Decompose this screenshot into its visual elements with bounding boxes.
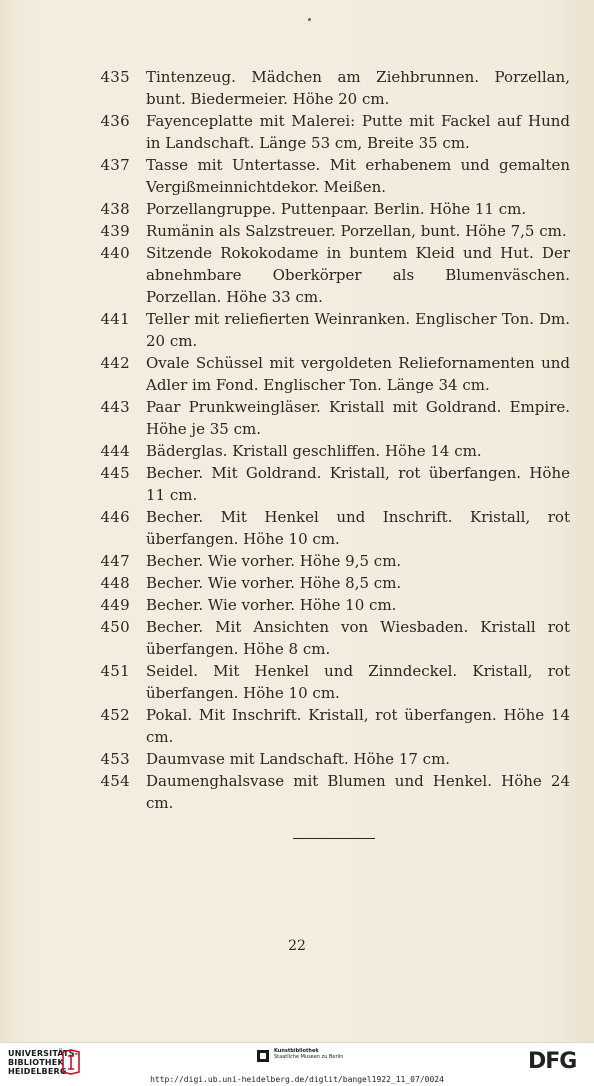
entry-description: Becher. Mit Ansichten von Wiesbaden. Kristall rot überfangen. Höhe 8 cm. xyxy=(146,618,570,658)
catalog-entry xyxy=(96,616,570,660)
catalog-entry xyxy=(96,770,570,814)
catalog-entry xyxy=(96,66,570,110)
entry-number: 448 xyxy=(100,574,130,592)
catalog-entry-list xyxy=(96,66,570,814)
catalog-entry xyxy=(96,154,570,198)
entry-description: Daumenghalsvase mit Blumen und Henkel. Höhe 24 cm. xyxy=(146,772,570,812)
catalog-entry xyxy=(96,594,570,616)
library-name-line: HEIDELBERG xyxy=(8,1067,67,1076)
entry-description: Teller mit reliefierten Weinranken. Englischer Ton. Dm. 20 cm. xyxy=(146,310,570,350)
catalog-entry xyxy=(96,308,570,352)
entry-description: Bäderglas. Kristall geschliffen. Höhe 14 cm. xyxy=(146,442,482,460)
digitization-footer xyxy=(0,1042,594,1086)
entry-number: 453 xyxy=(100,750,130,768)
dfg-logo: DFG xyxy=(528,1049,577,1074)
entry-description: Porzellangruppe. Puttenpaar. Berlin. Höhe 11 cm. xyxy=(146,200,527,218)
entry-number: 442 xyxy=(100,354,130,372)
catalog-entry xyxy=(96,440,570,462)
entry-description: Fayenceplatte mit Malerei: Putte mit Fackel auf Hund in Landschaft. Länge 53 cm, Breite 35 cm. xyxy=(146,112,570,152)
entry-description: Pokal. Mit Inschrift. Kristall, rot überfangen. Höhe 14 cm. xyxy=(146,706,570,746)
entry-number: 437 xyxy=(100,156,130,174)
entry-number: 452 xyxy=(100,706,130,724)
heidelberg-library-logo-icon xyxy=(60,1048,82,1076)
entry-description: Daumvase mit Landschaft. Höhe 17 cm. xyxy=(146,750,451,768)
catalog-entry xyxy=(96,242,570,308)
catalog-entry xyxy=(96,110,570,154)
entry-description: Becher. Wie vorher. Höhe 10 cm. xyxy=(146,596,397,614)
entry-description: Tintenzeug. Mädchen am Ziehbrunnen. Porzellan, bunt. Biedermeier. Höhe 20 cm. xyxy=(146,68,570,108)
catalog-entry xyxy=(96,506,570,550)
entry-description: Seidel. Mit Henkel und Zinndeckel. Kristall, rot überfangen. Höhe 10 cm. xyxy=(146,662,570,702)
entry-description: Becher. Wie vorher. Höhe 9,5 cm. xyxy=(146,552,402,570)
kb-title: Kunstbibliothek xyxy=(274,1048,319,1054)
entry-description: Rumänin als Salzstreuer. Porzellan, bunt. Höhe 7,5 cm. xyxy=(146,222,567,240)
entry-description: Tasse mit Untertasse. Mit erhabenem und gemalten Vergißmeinnichtdekor. Meißen. xyxy=(146,156,570,196)
catalog-entry xyxy=(96,198,570,220)
entry-number: 435 xyxy=(100,68,130,86)
catalog-entry xyxy=(96,462,570,506)
end-rule xyxy=(293,838,375,839)
catalog-entry xyxy=(96,748,570,770)
entry-number: 441 xyxy=(100,310,130,328)
page-number: 22 xyxy=(288,938,306,954)
catalog-entry xyxy=(96,550,570,572)
entry-number: 454 xyxy=(100,772,130,790)
entry-number: 439 xyxy=(100,222,130,240)
entry-number: 450 xyxy=(100,618,130,636)
source-url-link[interactable]: http://digi.ub.uni-heidelberg.de/diglit/bangel1922_11_07/0024 xyxy=(150,1075,444,1084)
entry-number: 438 xyxy=(100,200,130,218)
entry-number: 443 xyxy=(100,398,130,416)
entry-number: 445 xyxy=(100,464,130,482)
library-name-line: BIBLIOTHEK xyxy=(8,1058,64,1067)
entry-description: Becher. Mit Goldrand. Kristall, rot überfangen. Höhe 11 cm. xyxy=(146,464,570,504)
entry-number: 446 xyxy=(100,508,130,526)
catalog-entry xyxy=(96,572,570,594)
entry-number: 440 xyxy=(100,244,130,262)
kb-subtitle: Staatliche Museen zu Berlin xyxy=(274,1054,344,1060)
entry-number: 449 xyxy=(100,596,130,614)
catalog-entry xyxy=(96,220,570,242)
speck-mark xyxy=(308,18,311,21)
catalog-entry xyxy=(96,352,570,396)
entry-description: Paar Prunkweingläser. Kristall mit Goldrand. Empire. Höhe je 35 cm. xyxy=(146,398,570,438)
entry-description: Sitzende Rokokodame in buntem Kleid und Hut. Der abnehmbare Oberkörper als Blumenväschen. Porzellan. Höhe 33 cm. xyxy=(146,244,570,306)
catalog-entry xyxy=(96,704,570,748)
catalog-entry xyxy=(96,396,570,440)
catalog-entry xyxy=(96,660,570,704)
kunstbibliothek-logo-icon xyxy=(256,1049,270,1063)
library-name-line: UNIVERSITÄTS- xyxy=(8,1049,79,1058)
entry-description: Becher. Mit Henkel und Inschrift. Kristall, rot überfangen. Höhe 10 cm. xyxy=(146,508,570,548)
entry-number: 451 xyxy=(100,662,130,680)
entry-description: Ovale Schüssel mit vergoldeten Reliefornamenten und Adler im Fond. Englischer Ton. Länge 34 cm. xyxy=(146,354,570,394)
entry-number: 436 xyxy=(100,112,130,130)
entry-number: 447 xyxy=(100,552,130,570)
entry-description: Becher. Wie vorher. Höhe 8,5 cm. xyxy=(146,574,402,592)
entry-number: 444 xyxy=(100,442,130,460)
